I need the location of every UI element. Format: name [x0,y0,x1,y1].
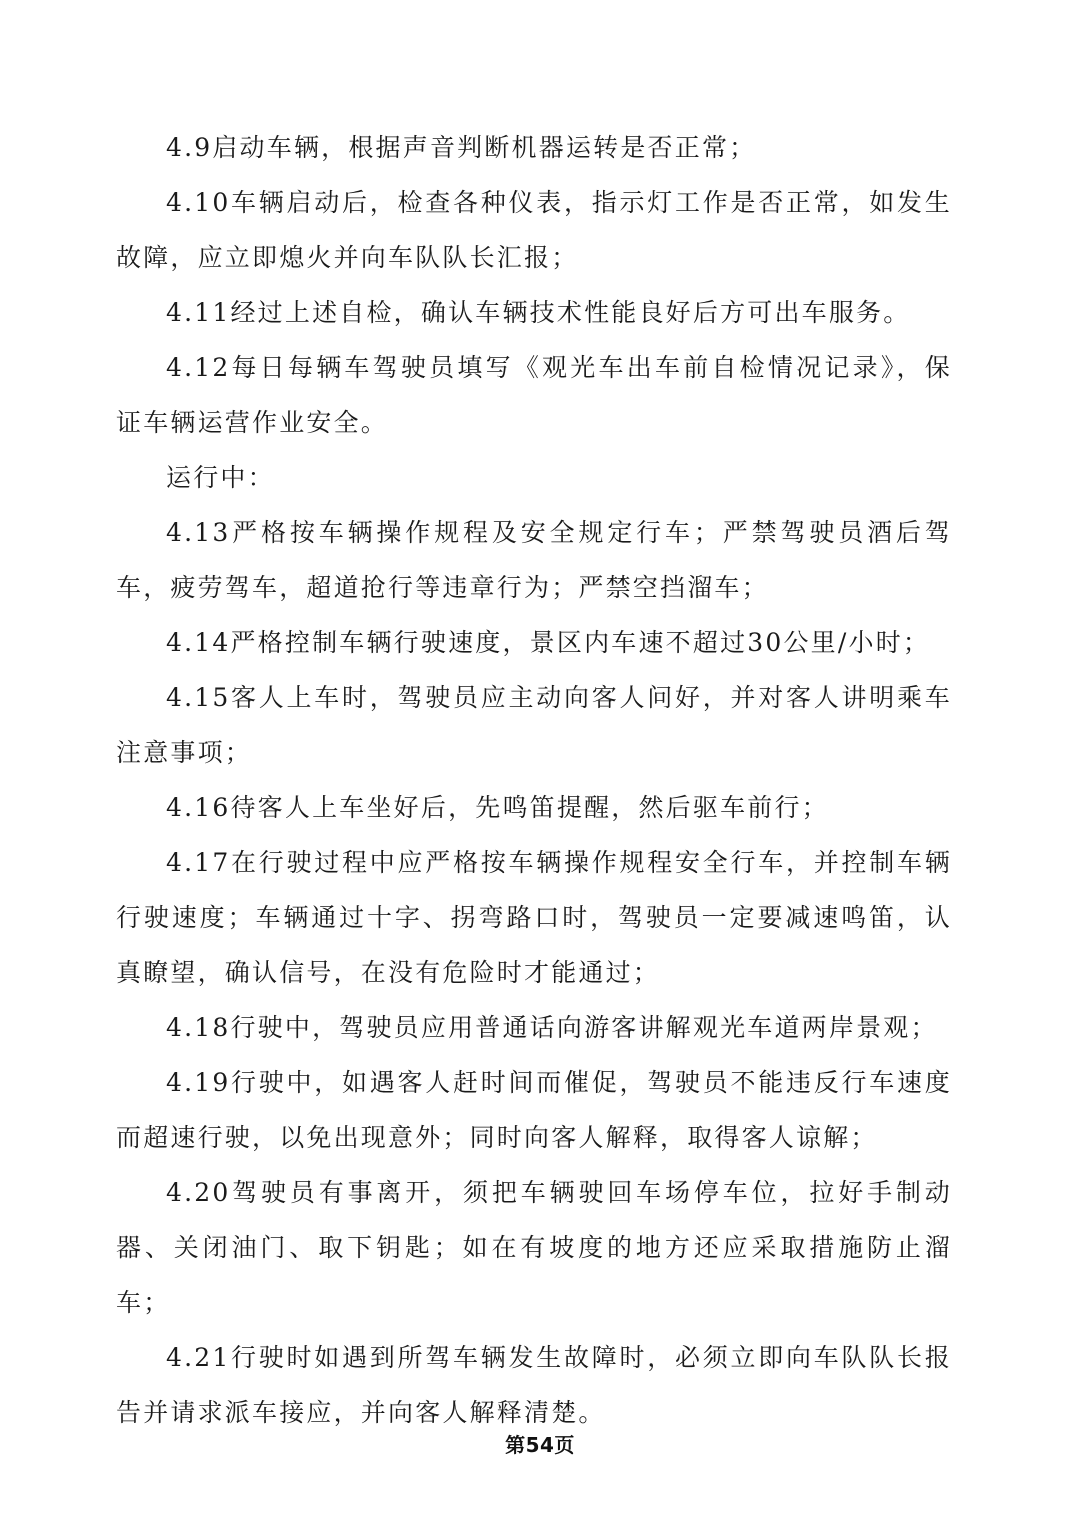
paragraph-4-21: 4.21行驶时如遇到所驾车辆发生故障时，必须立即向车队队长报告并请求派车接应，并向客人解释清楚。 [116,1343,952,1427]
paragraph-4-16: 4.16待客人上车坐好后，先鸣笛提醒，然后驱车前行； [166,793,829,822]
paragraph-4-10: 4.10车辆启动后，检查各种仪表，指示灯工作是否正常，如发生故障，应立即熄火并向车队队长汇报； [116,188,952,272]
paragraph-4-12: 4.12每日每辆车驾驶员填写《观光车出车前自检情况记录》，保证车辆运营作业安全。 [116,353,952,437]
paragraph-4-14: 4.14严格控制车辆行驶速度，景区内车速不超过30公里/小时； [166,628,931,657]
paragraph-4-9: 4.9启动车辆，根据声音判断机器运转是否正常； [166,133,757,162]
paragraph-4-20: 4.20驾驶员有事离开，须把车辆驶回车场停车位，拉好手制动器、关闭油门、取下钥匙；如在有坡度的地方还应采取措施防止溜车； [116,1178,952,1317]
document-body [116,120,952,1440]
paragraph-4-15: 4.15客人上车时，驾驶员应主动向客人问好，并对客人讲明乘车注意事项； [116,683,952,767]
paragraph-4-13: 4.13严格按车辆操作规程及安全规定行车；严禁驾驶员酒后驾车，疲劳驾车，超道抢行等违章行为；严禁空挡溜车； [116,518,952,602]
paragraph-4-19: 4.19行驶中，如遇客人赶时间而催促，驾驶员不能违反行车速度而超速行驶，以免出现意外；同时向客人解释，取得客人谅解； [116,1068,952,1152]
section-heading-running: 运行中： [166,463,275,492]
page-number: 第54页 [505,1433,575,1457]
paragraph-4-17: 4.17在行驶过程中应严格按车辆操作规程安全行车，并控制车辆行驶速度；车辆通过十字、拐弯路口时，驾驶员一定要减速鸣笛，认真瞭望，确认信号，在没有危险时才能通过； [116,848,952,987]
paragraph-4-11: 4.11经过上述自检，确认车辆技术性能良好后方可出车服务。 [166,298,911,327]
paragraph-4-18: 4.18行驶中，驾驶员应用普通话向游客讲解观光车道两岸景观； [166,1013,938,1042]
